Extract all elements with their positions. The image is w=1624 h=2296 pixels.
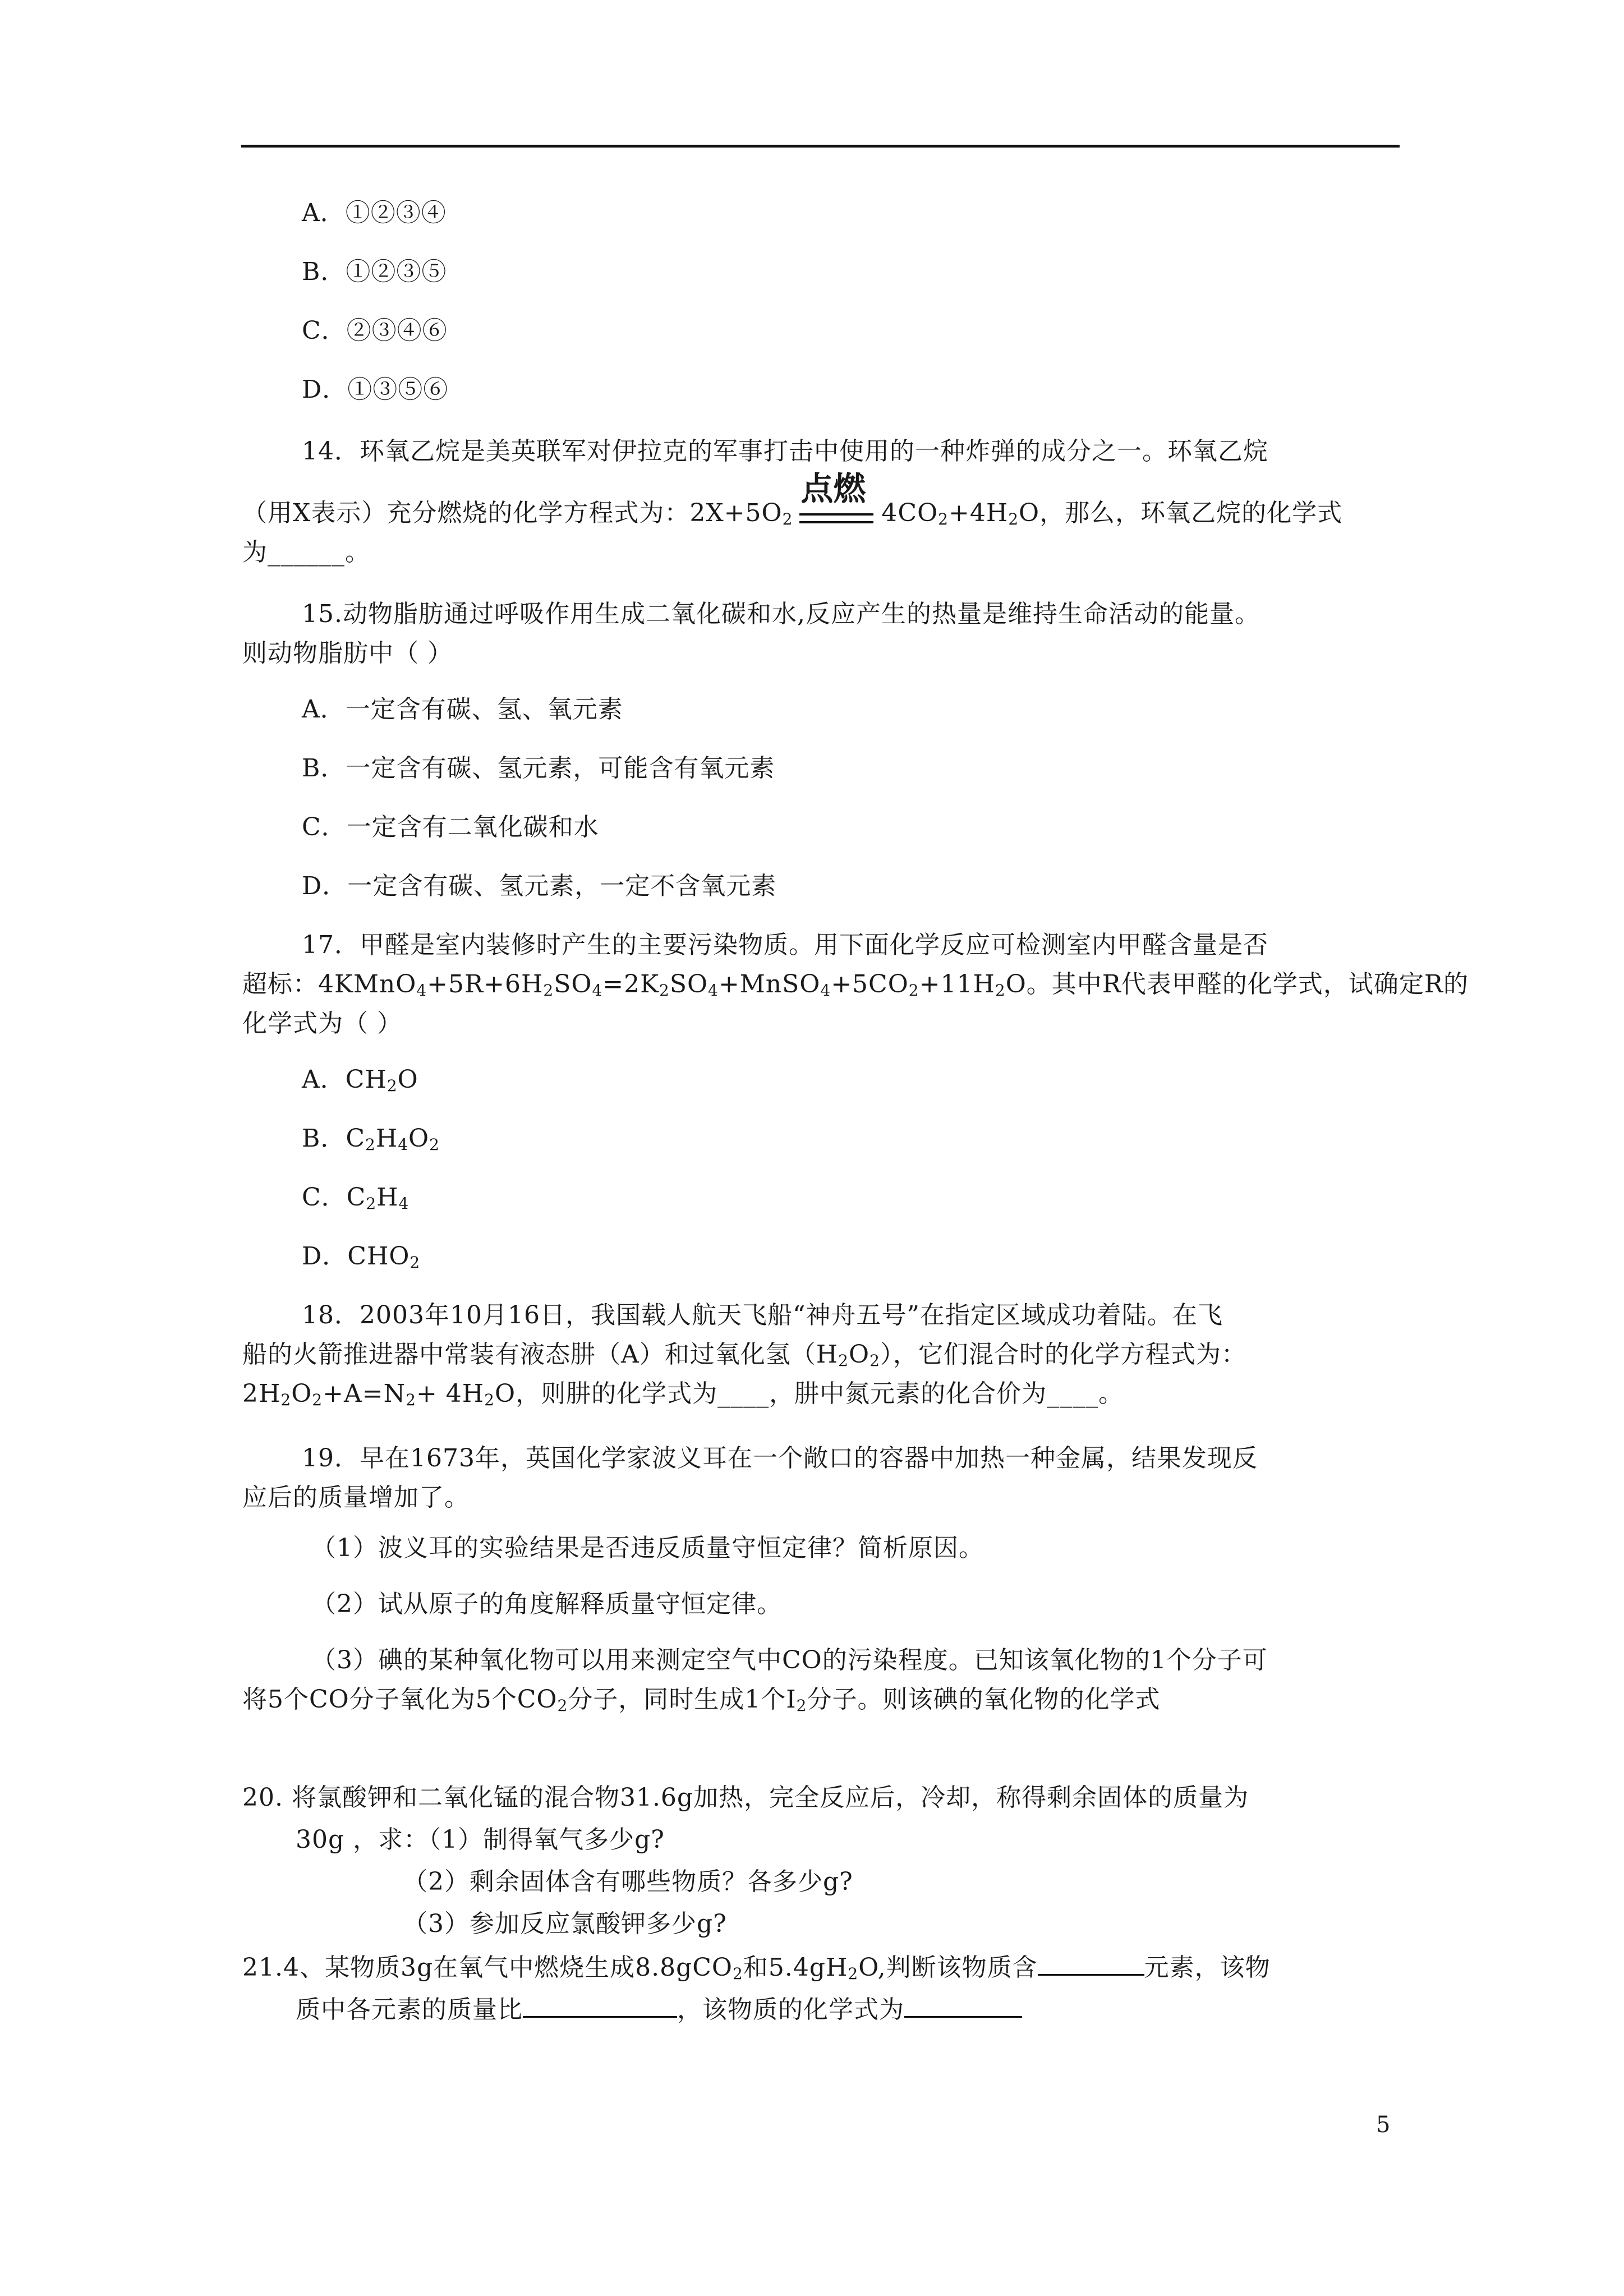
subscript: 2 <box>848 1964 859 1983</box>
q17-line1: 17．甲醛是室内装修时产生的主要污染物质。用下面化学反应可检测室内甲醛含量是否 <box>302 931 1268 959</box>
q20-line1: 20. 将氯酸钾和二氧化锰的混合物31.6g加热，完全反应后，冷却，称得剩余固体的质量为 <box>242 1783 1249 1812</box>
q15-option-d: D．一定含有碳、氢元素，一定不含氧元素 <box>302 872 777 900</box>
q19-sub2: （2）试从原子的角度解释质量守恒定律。 <box>311 1590 782 1618</box>
subscript: 2 <box>782 510 793 528</box>
text: +A=N <box>323 1379 406 1408</box>
text: 元素，该物 <box>1144 1953 1271 1982</box>
q19-sub3: （3）碘的某种氧化物可以用来测定空气中CO的污染程度。已知该氧化物的1个分子可 <box>311 1646 1268 1674</box>
subscript: 2 <box>995 981 1006 1000</box>
text: H <box>376 1183 399 1212</box>
subscript: 2 <box>429 1135 440 1154</box>
text: O <box>848 1340 870 1369</box>
text: + 4H <box>416 1379 485 1408</box>
subscript: 2 <box>1008 510 1019 528</box>
q13-option-c: C．②③④⑥ <box>302 316 448 345</box>
subscript: 2 <box>557 1696 568 1715</box>
q18-line2 <box>242 1338 1246 1372</box>
text: 2H <box>242 1379 281 1408</box>
subscript: 2 <box>365 1135 376 1154</box>
q15-line1: 15.动物脂肪通过呼吸作用生成二氧化碳和水,反应产生的热量是维持生命活动的能量。 <box>302 600 1260 628</box>
text: B．C <box>302 1124 365 1153</box>
text: 21.4、某物质3g在氧气中燃烧生成8.8gCO <box>242 1953 733 1982</box>
q13-option-b: B．①②③⑤ <box>302 257 447 286</box>
condition-label: 点燃 <box>801 470 866 508</box>
text: ），它们混合时的化学方程式为： <box>880 1340 1246 1369</box>
subscript: 2 <box>869 1351 880 1370</box>
q17-line3: 化学式为（ ） <box>242 1009 402 1038</box>
text: 超标：4KMnO <box>242 970 417 999</box>
q17-option-c <box>302 1181 409 1214</box>
text: +11H <box>919 970 995 999</box>
q14-text-b3: O，那么，环氧乙烷的化学式 <box>1019 499 1343 527</box>
subscript: 2 <box>366 1194 377 1213</box>
subscript: 2 <box>543 981 554 1000</box>
q17-line2 <box>242 968 1469 1001</box>
answer-blank <box>523 1991 677 2018</box>
text: H <box>375 1124 398 1153</box>
q18-line1: 18．2003年10月16日，我国载人航天飞船“神舟五号”在指定区域成功着陆。在飞 <box>302 1301 1223 1329</box>
q17-option-b <box>302 1122 440 1156</box>
equals-sign <box>799 513 873 523</box>
text: ，该物质的化学式为 <box>677 1995 904 2024</box>
text: +MnSO <box>718 970 821 999</box>
q14-line3: 为______。 <box>242 538 370 567</box>
subscript: 2 <box>838 1351 849 1370</box>
q19-line2: 应后的质量增加了。 <box>242 1483 470 1512</box>
text: SO <box>669 970 709 999</box>
q20-line3: （2）剩余固体含有哪些物质？各多少g? <box>403 1867 853 1896</box>
subscript: 4 <box>820 981 831 1000</box>
text: 质中各元素的质量比 <box>296 1995 523 2024</box>
text: 和5.4gH <box>743 1953 848 1982</box>
q19-line1: 19．早在1673年，英国化学家波义耳在一个敞口的容器中加热一种金属，结果发现反 <box>302 1444 1258 1473</box>
text: 船的火箭推进器中常装有液态肼（A）和过氧化氢（H <box>242 1340 839 1369</box>
text: O，则肼的化学式为____，肼中氮元素的化合价为____。 <box>495 1379 1124 1408</box>
subscript: 4 <box>592 981 603 1000</box>
q18-line3 <box>242 1377 1124 1411</box>
subscript: 2 <box>410 1253 421 1272</box>
q17-option-a <box>302 1063 418 1097</box>
subscript: 2 <box>733 1964 743 1983</box>
q20-line4: （3）参加反应氯酸钾多少g? <box>403 1910 727 1938</box>
q14-text-a: （用X表示）充分燃烧的化学方程式为：2X+5O <box>242 499 783 527</box>
reaction-condition <box>795 470 879 530</box>
subscript: 4 <box>416 981 427 1000</box>
text: +5CO <box>831 970 909 999</box>
q14-text-b2: +4H <box>948 499 1009 527</box>
page-number: 5 <box>1376 2112 1391 2138</box>
subscript: 2 <box>312 1391 323 1409</box>
subscript: 4 <box>398 1135 409 1154</box>
subscript: 2 <box>796 1696 807 1715</box>
q19-sub3-line2 <box>242 1683 1161 1717</box>
text: O <box>291 1379 312 1408</box>
subscript: 4 <box>708 981 719 1000</box>
q14-line2 <box>242 470 1343 530</box>
text: +5R+6H <box>427 970 544 999</box>
q13-option-d: D．①③⑤⑥ <box>302 375 449 404</box>
subscript: 2 <box>908 981 919 1000</box>
q21-line1 <box>242 1949 1271 1985</box>
q15-option-b: B．一定含有碳、氢元素，可能含有氧元素 <box>302 754 775 783</box>
text: O <box>397 1065 418 1094</box>
text: 将5个CO分子氧化为5个CO <box>242 1685 558 1714</box>
q20-line2: 30g ，求：（1）制得氧气多少g? <box>296 1825 665 1854</box>
text: O,判断该物质含 <box>858 1953 1038 1982</box>
subscript: 2 <box>938 510 949 528</box>
subscript: 2 <box>387 1076 398 1095</box>
text: C．C <box>302 1183 366 1212</box>
q19-sub1: （1）波义耳的实验结果是否违反质量守恒定律？简析原因。 <box>311 1534 984 1562</box>
q15-option-c: C．一定含有二氧化碳和水 <box>302 813 599 841</box>
text: D．CHO <box>302 1242 410 1271</box>
answer-blank <box>1038 1949 1144 1976</box>
subscript: 2 <box>484 1391 495 1409</box>
q21-line2 <box>296 1991 1022 2027</box>
text: SO <box>554 970 592 999</box>
text: =2K <box>602 970 659 999</box>
q15-line2: 则动物脂肪中（ ） <box>242 639 453 668</box>
header-rule <box>241 145 1400 148</box>
answer-blank <box>904 1991 1022 2018</box>
q13-option-a: A．①②③④ <box>302 199 447 227</box>
q14-text-b1: 4CO <box>881 499 938 527</box>
subscript: 2 <box>280 1391 292 1409</box>
text: 分子。则该碘的氧化物的化学式 <box>807 1685 1161 1714</box>
subscript: 2 <box>406 1391 416 1409</box>
text: O。其中R代表甲醛的化学式，试确定R的 <box>1005 970 1469 999</box>
q17-option-d <box>302 1240 420 1273</box>
text: O <box>408 1124 430 1153</box>
text: A．CH <box>302 1065 387 1094</box>
q15-option-a: A．一定含有碳、氢、氧元素 <box>302 695 623 724</box>
q14-line1: 14．环氧乙烷是美英联军对伊拉克的军事打击中使用的一种炸弹的成分之一。环氧乙烷 <box>302 437 1268 466</box>
text: 分子，同时生成1个I <box>568 1685 797 1714</box>
subscript: 4 <box>398 1194 410 1213</box>
subscript: 2 <box>659 981 670 1000</box>
